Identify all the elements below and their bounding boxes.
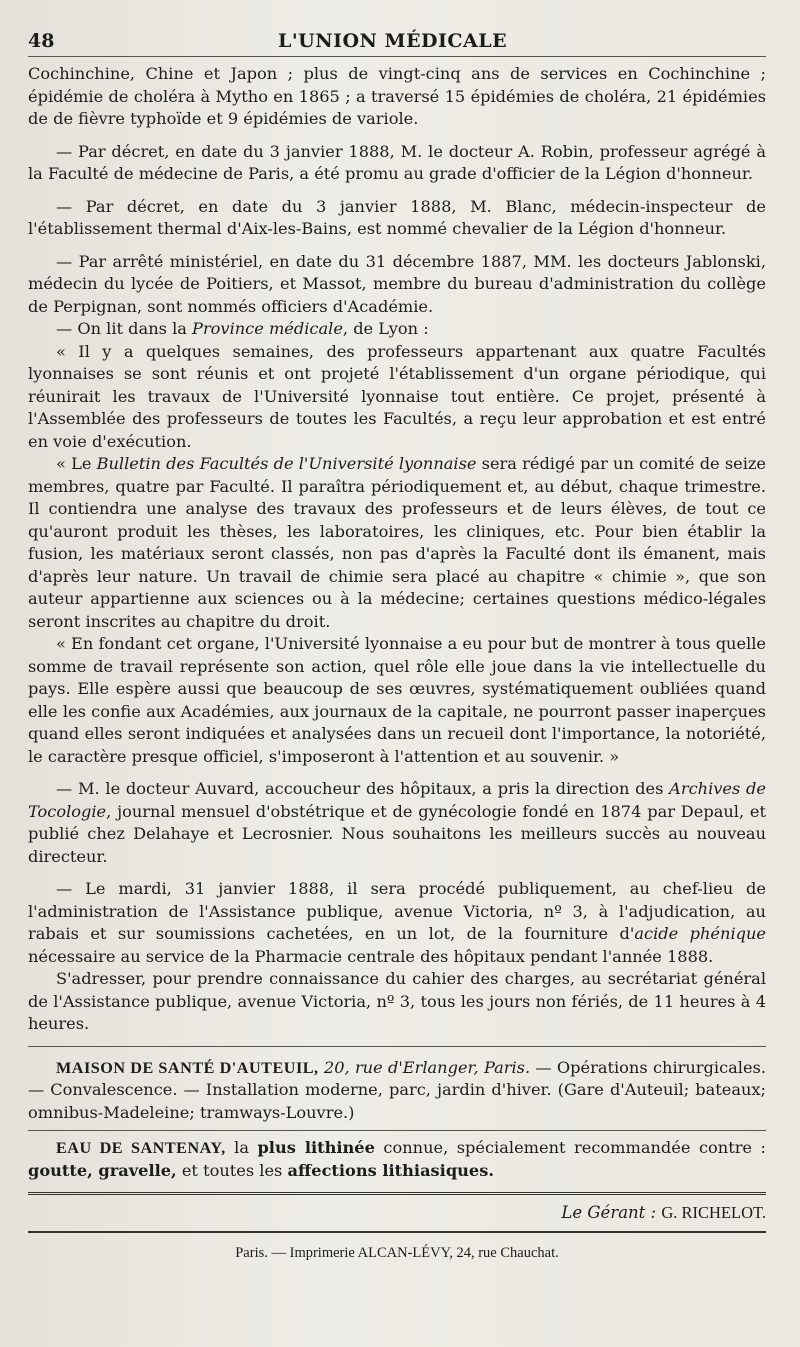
paragraph-adresser: S'adresser, pour prendre connaissance du cahier des charges, au secrétariat général de l'Assistance publique, avenue Victoria, nº 3, tous les jours non fériés, de 11 heures à 4 heures. — [28, 969, 766, 1033]
paragraph-jablonski: — Par arrêté ministériel, en date du 31 décembre 1887, MM. les docteurs Jablonski, médecin du lycée de Poitiers, et Massot, membre du bureau d'administration du collège de Perpignan, sont nommés officiers d'Académie. — [28, 251, 766, 316]
paragraph-auvard: — M. le docteur Auvard, accoucheur des hôpitaux, a pris la direction des Archives de Tocologie, journal mensuel d'obstétrique et de gynécologie fondé en 1874 par Depaul, et publié chez Delahaye et Lecrosnier. Nous souhaitons les meilleurs succès au nouveau directeur. — [28, 779, 766, 866]
ad-maison-de-sante: MAISON DE SANTÉ D'AUTEUIL, 20, rue d'Erlanger, Paris. — Opérations chirurgicales. — Convalescence. — Installation moderne, parc, jardin d'hiver. (Gare d'Auteuil; bateaux; omnibus-Madeleine; tramways-Louvre.) — [28, 1057, 766, 1122]
paragraph-lyon-intro: — On lit dans la Province médicale, de Lyon : — [56, 319, 429, 338]
page-number: 48 — [28, 30, 55, 52]
running-header — [28, 30, 766, 57]
paragraph-lyon-2: « Le Bulletin des Facultés de l'Université lyonnaise sera rédigé par un comité de seize membres, quatre par Faculté. Il paraîtra périodiquement et, au début, chaque trimestre. Il contiendra une analyse des travaux des professeurs et de leurs élèves, de tout ce qu'auront produit les thèses, les laboratoires, les cliniques, etc. Pour bien établir la fusion, les matériaux seront classés, non pas d'après la Faculté dont ils émanent, mais d'après leur nature. Un travail de chimie sera placé au chapitre « chimie », que son auteur appartienne aux sciences ou à la médecine; certaines questions médico-légales seront inscrites au chapitre du droit. — [28, 454, 766, 631]
paragraph-cochinchine: Cochinchine, Chine et Japon ; plus de vingt-cinq ans de services en Cochinchine ; épidémie de choléra à Mytho en 1865 ; a traversé 15 épidémies de choléra, 21 épidémies de de fièvre typhoïde et 9 épidémies de variole. — [28, 64, 766, 128]
printer-imprint: Paris. — Imprimerie ALCAN-LÉVY, 24, rue Chauchat. — [235, 1245, 559, 1261]
running-title: L'UNION MÉDICALE — [278, 30, 508, 52]
advertisements — [28, 1057, 766, 1183]
paragraph-blanc: — Par décret, en date du 3 janvier 1888, M. Blanc, médecin-inspecteur de l'établissement thermal d'Aix-les-Bains, est nommé chevalier de la Légion d'honneur. — [28, 196, 766, 238]
paragraph-adjudication: — Le mardi, 31 janvier 1888, il sera procédé publiquement, au chef-lieu de l'administration de l'Assistance publique, avenue Victoria, nº 3, à l'adjudication, au rabais et sur soumissions cachetées, en un lot, de la fourniture d'acide phénique nécessaire au service de la Pharmacie centrale des hôpitaux pendant l'année 1888. — [28, 879, 766, 966]
paragraph-robin: — Par décret, en date du 3 janvier 1888, M. le docteur A. Robin, professeur agrégé à la Faculté de médecine de Paris, a été promu au grade d'officier de la Légion d'honneur. — [28, 141, 766, 183]
bulletin-title: Bulletin des Facultés de l'Université lyonnaise — [96, 454, 477, 473]
paragraph-lyon-3: « En fondant cet organe, l'Université lyonnaise a eu pour but de montrer à tous quelle somme de travail représente son action, quel rôle elle joue dans la vie intellectuelle du pays. Elle espère aussi que beaucoup de ses œuvres, systématiquement oubliées quand elle les confie aux Académies, aux journaux de la capitale, ne pourront passer inaperçues quand elles seront indiquées et analysées dans un recueil dont l'importance, la notoriété, le caractère presque officiel, s'imposeront à l'attention et au souvenir. » — [28, 634, 766, 766]
section-divider — [28, 1046, 766, 1047]
ad-eau-de-santenay: EAU DE SANTENAY, la plus lithinée connue, spécialement recommandée contre : goutte, gravelle, et toutes les affections lithiasiques. — [28, 1138, 766, 1180]
paragraph-lyon-1: « Il y a quelques semaines, des professeurs appartenant aux quatre Facultés lyonnaises se sont réunis et ont projeté l'établissement d'un organe périodique, qui réunirait les travaux de l'Université lyonnaise tout entière. Ce projet, présenté à l'Assemblée des professeurs de toutes les Facultés, a reçu leur approbation et est entré en voie d'exécution. — [28, 341, 766, 451]
footer-divider — [28, 1192, 766, 1195]
printer-divider — [28, 1231, 766, 1233]
ad-divider — [28, 1130, 766, 1131]
gerant-signature: Le Gérant : G. RICHELOT. — [561, 1203, 766, 1222]
archives-title: Archives de Tocologie — [28, 779, 766, 821]
product-name: acide phénique — [634, 924, 766, 943]
journal-title: Province médicale — [192, 319, 343, 338]
news-column — [28, 63, 766, 1036]
